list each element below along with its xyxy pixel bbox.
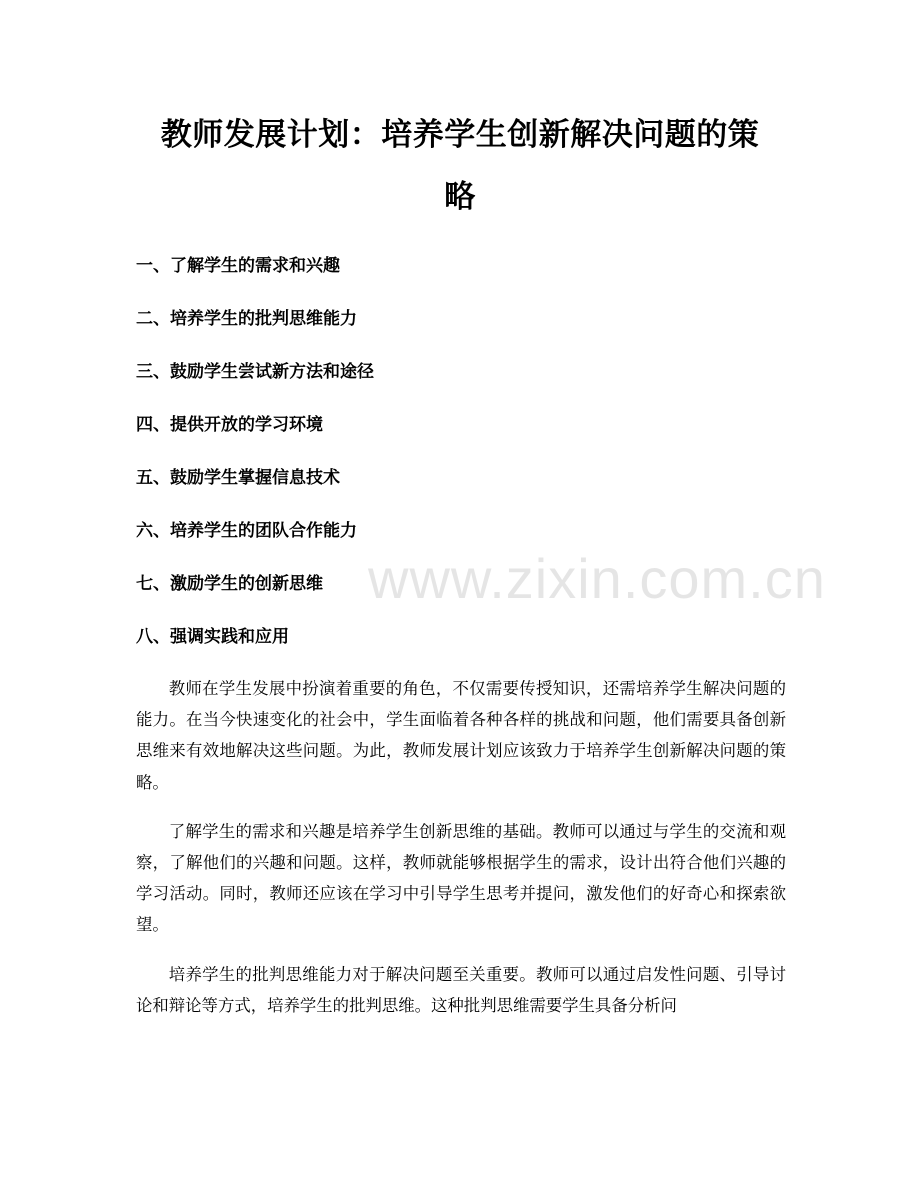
toc-item-3: 三、鼓励学生尝试新方法和途径 bbox=[136, 362, 374, 382]
title-line-2: 略 bbox=[444, 179, 476, 215]
watermark: www.zixin.com.cn bbox=[368, 547, 826, 610]
toc-item-8: 八、强调实践和应用 bbox=[136, 627, 289, 647]
body-paragraph-1: 教师在学生发展中扮演着重要的角色，不仅需要传授知识，还需培养学生解决问题的能力。在当今快速变化的社会中，学生面临着各种各样的挑战和问题，他们需要具备创新思维来有效地解决这些问题。为此，教师发展计划应该致力于培养学生创新解决问题的策略。 bbox=[136, 679, 786, 792]
toc-item-4: 四、提供开放的学习环境 bbox=[136, 415, 323, 435]
toc-item-1: 一、了解学生的需求和兴趣 bbox=[136, 256, 340, 276]
table-of-contents bbox=[136, 251, 374, 675]
document-body bbox=[136, 673, 786, 1039]
toc-item-6: 六、培养学生的团队合作能力 bbox=[136, 521, 357, 541]
toc-item-2: 二、培养学生的批判思维能力 bbox=[136, 309, 357, 329]
body-paragraph-2: 了解学生的需求和兴趣是培养学生创新思维的基础。教师可以通过与学生的交流和观察，了解他们的兴趣和问题。这样，教师就能够根据学生的需求，设计出符合他们兴趣的学习活动。同时，教师还应该在学习中引导学生思考并提问，激发他们的好奇心和探索欲望。 bbox=[136, 821, 786, 935]
title-line-1: 教师发展计划：培养学生创新解决问题的策 bbox=[160, 117, 760, 153]
toc-item-7: 七、激励学生的创新思维 bbox=[136, 574, 323, 594]
body-paragraph-3: 培养学生的批判思维能力对于解决问题至关重要。教师可以通过启发性问题、引导讨论和辩论等方式，培养学生的批判思维。这种批判思维需要学生具备分析问 bbox=[136, 964, 786, 1015]
toc-item-5: 五、鼓励学生掌握信息技术 bbox=[136, 468, 340, 488]
document-title bbox=[130, 104, 790, 228]
